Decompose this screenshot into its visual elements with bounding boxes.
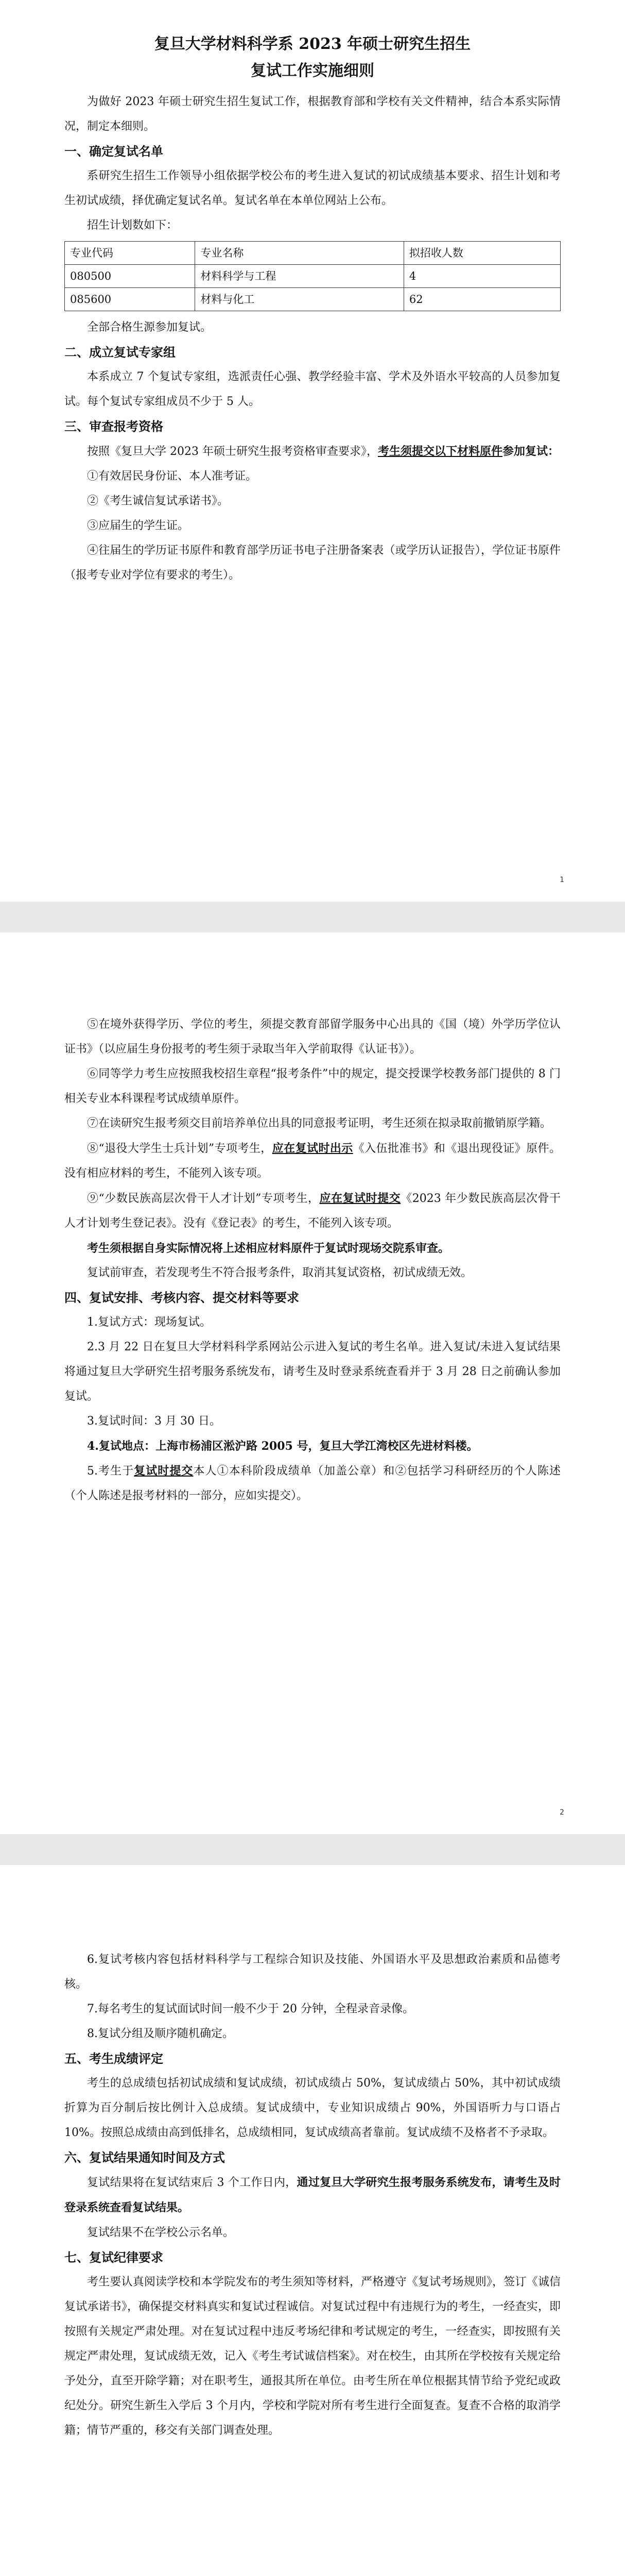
section-5-heading: 五、考生成绩评定 <box>64 2051 163 2066</box>
item-8-text: 《入伍批准书》和《退出现役证》原件。没有相应材料的考生，不能列入该专项。 <box>64 1142 561 1180</box>
arrangement-item-1: 1.复试方式：现场复试。 <box>87 1316 211 1329</box>
doc-title-line2: 复试工作实施细则 <box>251 62 374 80</box>
table-header-row <box>65 242 561 265</box>
section-3-heading: 三、审查报考资格 <box>64 419 163 434</box>
item-8-emphasis: 应在复试时出示 <box>272 1142 353 1155</box>
table-cell: 4 <box>404 265 560 288</box>
page-number: 2 <box>560 1808 564 1817</box>
section-2-paragraph-1: 本系成立 7 个复试专家组，选派责任心强、教学经验丰富、学术及外语水平较高的人员参加复试。每个复试专家组成员不少于 5 人。 <box>64 370 561 408</box>
section-3-paragraph-3: 复试前审查，若发现考生不符合报考条件，取消其复试资格，初试成绩无效。 <box>87 1266 473 1279</box>
section-7-heading: 七、复试纪律要求 <box>64 2250 163 2265</box>
section-4-heading: 四、复试安排、考核内容、提交材料等要求 <box>64 1290 299 1305</box>
arrangement-item-6: 6.复试考核内容包括材料科学与工程综合知识及技能、外国语水平及思想政治素质和品德考核。 <box>64 1953 561 1991</box>
table-header-cell: 专业名称 <box>195 242 404 265</box>
arrangement-item-8: 8.复试分组及顺序随机确定。 <box>87 2027 234 2040</box>
table-header-cell: 拟招收人数 <box>404 242 560 265</box>
page-number: 1 <box>560 876 564 884</box>
item-5-text: 5.考生于 <box>87 1465 134 1478</box>
material-item-7: ⑦在读研究生报考须交目前培养单位出具的同意报考证明，考生还须在拟录取前撤销原学籍。 <box>87 1117 552 1130</box>
material-item-1: ①有效居民身份证、本人准考证。 <box>87 470 257 483</box>
section-2-heading: 二、成立复试专家组 <box>64 345 176 360</box>
section-3-paragraph-1 <box>64 439 561 464</box>
intro-paragraph: 为做好 2023 年硕士研究生招生复试工作，根据教育部和学校有关文件精神，结合本系实际情况，制定本细则。 <box>64 95 561 133</box>
page-1 <box>0 0 625 902</box>
table-row <box>65 265 561 288</box>
arrangement-item-5-part <box>64 1459 561 1509</box>
page-2 <box>0 933 625 1834</box>
arrangement-item-4: 4.复试地点：上海市杨浦区淞沪路 2005 号，复旦大学江湾校区先进材料楼。 <box>87 1439 478 1453</box>
arrangement-item-7: 7.每名考生的复试面试时间一般不少于 20 分钟，全程录音录像。 <box>87 2003 414 2015</box>
section-3-emphasis: 考生须提交以下材料原件 <box>377 445 502 458</box>
doc-title-line1: 复旦大学材料科学系 2023 年硕士研究生招生 <box>154 35 471 53</box>
material-item-2: ②《考生诚信复试承诺书》。 <box>87 495 229 507</box>
material-item-8 <box>64 1136 561 1186</box>
section-6-emphasis: 通过复旦大学研究生报考服务系统发布，请考生及时登录系统查看复试结果。 <box>64 2176 561 2214</box>
section-6-heading: 六、复试结果通知时间及方式 <box>64 2150 225 2165</box>
table-cell: 材料科学与工程 <box>195 265 404 288</box>
section-1-paragraph-2: 招生计划数如下： <box>87 219 178 232</box>
section-5-paragraph-1: 考生的总成绩包括初试成绩和复试成绩，初试成绩占 50%，复试成绩占 50%，其中初试成绩折算为百分制后按比例计入总成绩。复试成绩中，专业知识成绩占 90%，外国语听力与口语占 10%。按照总成绩由高到低排名，总成绩相同，复试成绩高者靠前。复试成绩不及格者不予录取。 <box>64 2077 561 2139</box>
page-1-content <box>64 31 561 588</box>
section-1-paragraph-1: 系研究生招生工作领导小组依据学校公布的考生进入复试的初试成绩基本要求、招生计划和考生初试成绩，择优确定复试名单。复试名单在本单位网站上公布。 <box>64 170 561 207</box>
material-item-6: ⑥同等学力考生应按照我校招生章程“报考条件”中的规定，提交授课学校教务部门提供的 8 门相关专业本科课程考试成绩单原件。 <box>64 1067 561 1105</box>
page-2-content <box>64 1012 561 1509</box>
table-cell: 材料与化工 <box>195 288 404 311</box>
page-gap <box>0 1834 625 1865</box>
page-gap <box>0 902 625 933</box>
table-header-cell: 专业代码 <box>65 242 195 265</box>
section-1-heading: 一、确定复试名单 <box>64 144 163 159</box>
section-3-paragraph-2: 考生须根据自身实际情况将上述相应材料原件于复试时现场交院系审查。 <box>87 1242 450 1255</box>
material-item-4: ④往届生的学历证书原件和教育部学历证书电子注册备案表（或学历认证报告），学位证书原件（报考专业对学位有要求的考生）。 <box>64 544 561 582</box>
table-cell: 085600 <box>65 288 195 311</box>
arrangement-item-3: 3.复试时间：3 月 30 日。 <box>87 1415 221 1428</box>
page-3-content <box>64 1947 561 2443</box>
material-item-9 <box>64 1186 561 1236</box>
section-6-text: 复试结果将在复试结束后 3 个工作日内， <box>87 2176 297 2189</box>
item-5-text: 本人①本科阶段成绩单（加盖公章）和②包括学习科研经历的个人陈述（个人陈述是报考材料的一部分，应如实提交）。 <box>64 1465 561 1502</box>
item-9-emphasis: 应在复试时提交 <box>319 1192 401 1205</box>
material-item-3: ③应届生的学生证。 <box>87 519 189 532</box>
item-9-text: 《2023 年少数民族高层次骨干人才计划考生登记表》。没有《登记表》的考生，不能列入该专项。 <box>64 1192 561 1230</box>
table-row <box>65 288 561 311</box>
page-3 <box>0 1865 625 2576</box>
table-cell: 080500 <box>65 265 195 288</box>
table-cell: 62 <box>404 288 560 311</box>
section-6-paragraph-1 <box>64 2170 561 2221</box>
section-7-paragraph-1: 考生要认真阅读学校和本学院发布的考生须知等材料，严格遵守《复试考场规则》，签订《诚信复试承诺书》，确保提交材料真实和复试过程诚信。对复试过程中有违规行为的考生，一经查实，即按照有关规定严肃处理。对在复试过程中违反考场纪律和考试规定的考生，一经查实，即按照有关规定严肃处理，复试成绩无效，记入《考生考试诚信档案》。对在校生，由其所在学校按有关规定给予处分，直至开除学籍；对在职考生，通报其所在单位。由考生所在单位根据其情节给予党纪或政纪处分。研究生新生入学后 3 个月内，学校和学院对所有考生进行全面复查。复查不合格的取消学籍；情节严重的，移交有关部门调查处理。 <box>64 2276 561 2437</box>
section-3-text: 按照《复旦大学 2023 年硕士研究生报考资格审查要求》， <box>87 445 378 458</box>
section-1-paragraph-3: 全部合格生源参加复试。 <box>87 321 212 334</box>
enrollment-plan-table <box>64 241 561 311</box>
section-6-paragraph-2: 复试结果不在学校公示名单。 <box>87 2226 235 2239</box>
section-3-text: 参加复试： <box>502 445 560 458</box>
material-item-5: ⑤在境外获得学历、学位的考生，须提交教育部留学服务中心出具的《国（境）外学历学位认证书》（以应届生身份报考的考生须于录取当年入学前取得《认证书》）。 <box>64 1018 561 1056</box>
item-9-text: ⑨“少数民族高层次骨干人才计划”专项考生， <box>87 1192 320 1205</box>
item-5-emphasis: 复试时提交 <box>134 1464 194 1478</box>
item-8-text: ⑧“退役大学生士兵计划”专项考生， <box>87 1142 272 1155</box>
arrangement-item-2: 2.3 月 22 日在复旦大学材料科学系网站公示进入复试的考生名单。进入复试/未进入复试结果将通过复旦大学研究生招考服务系统发布，请考生及时登录系统查看并于 3 月 28 日之前确认参加复试。 <box>64 1341 561 1403</box>
